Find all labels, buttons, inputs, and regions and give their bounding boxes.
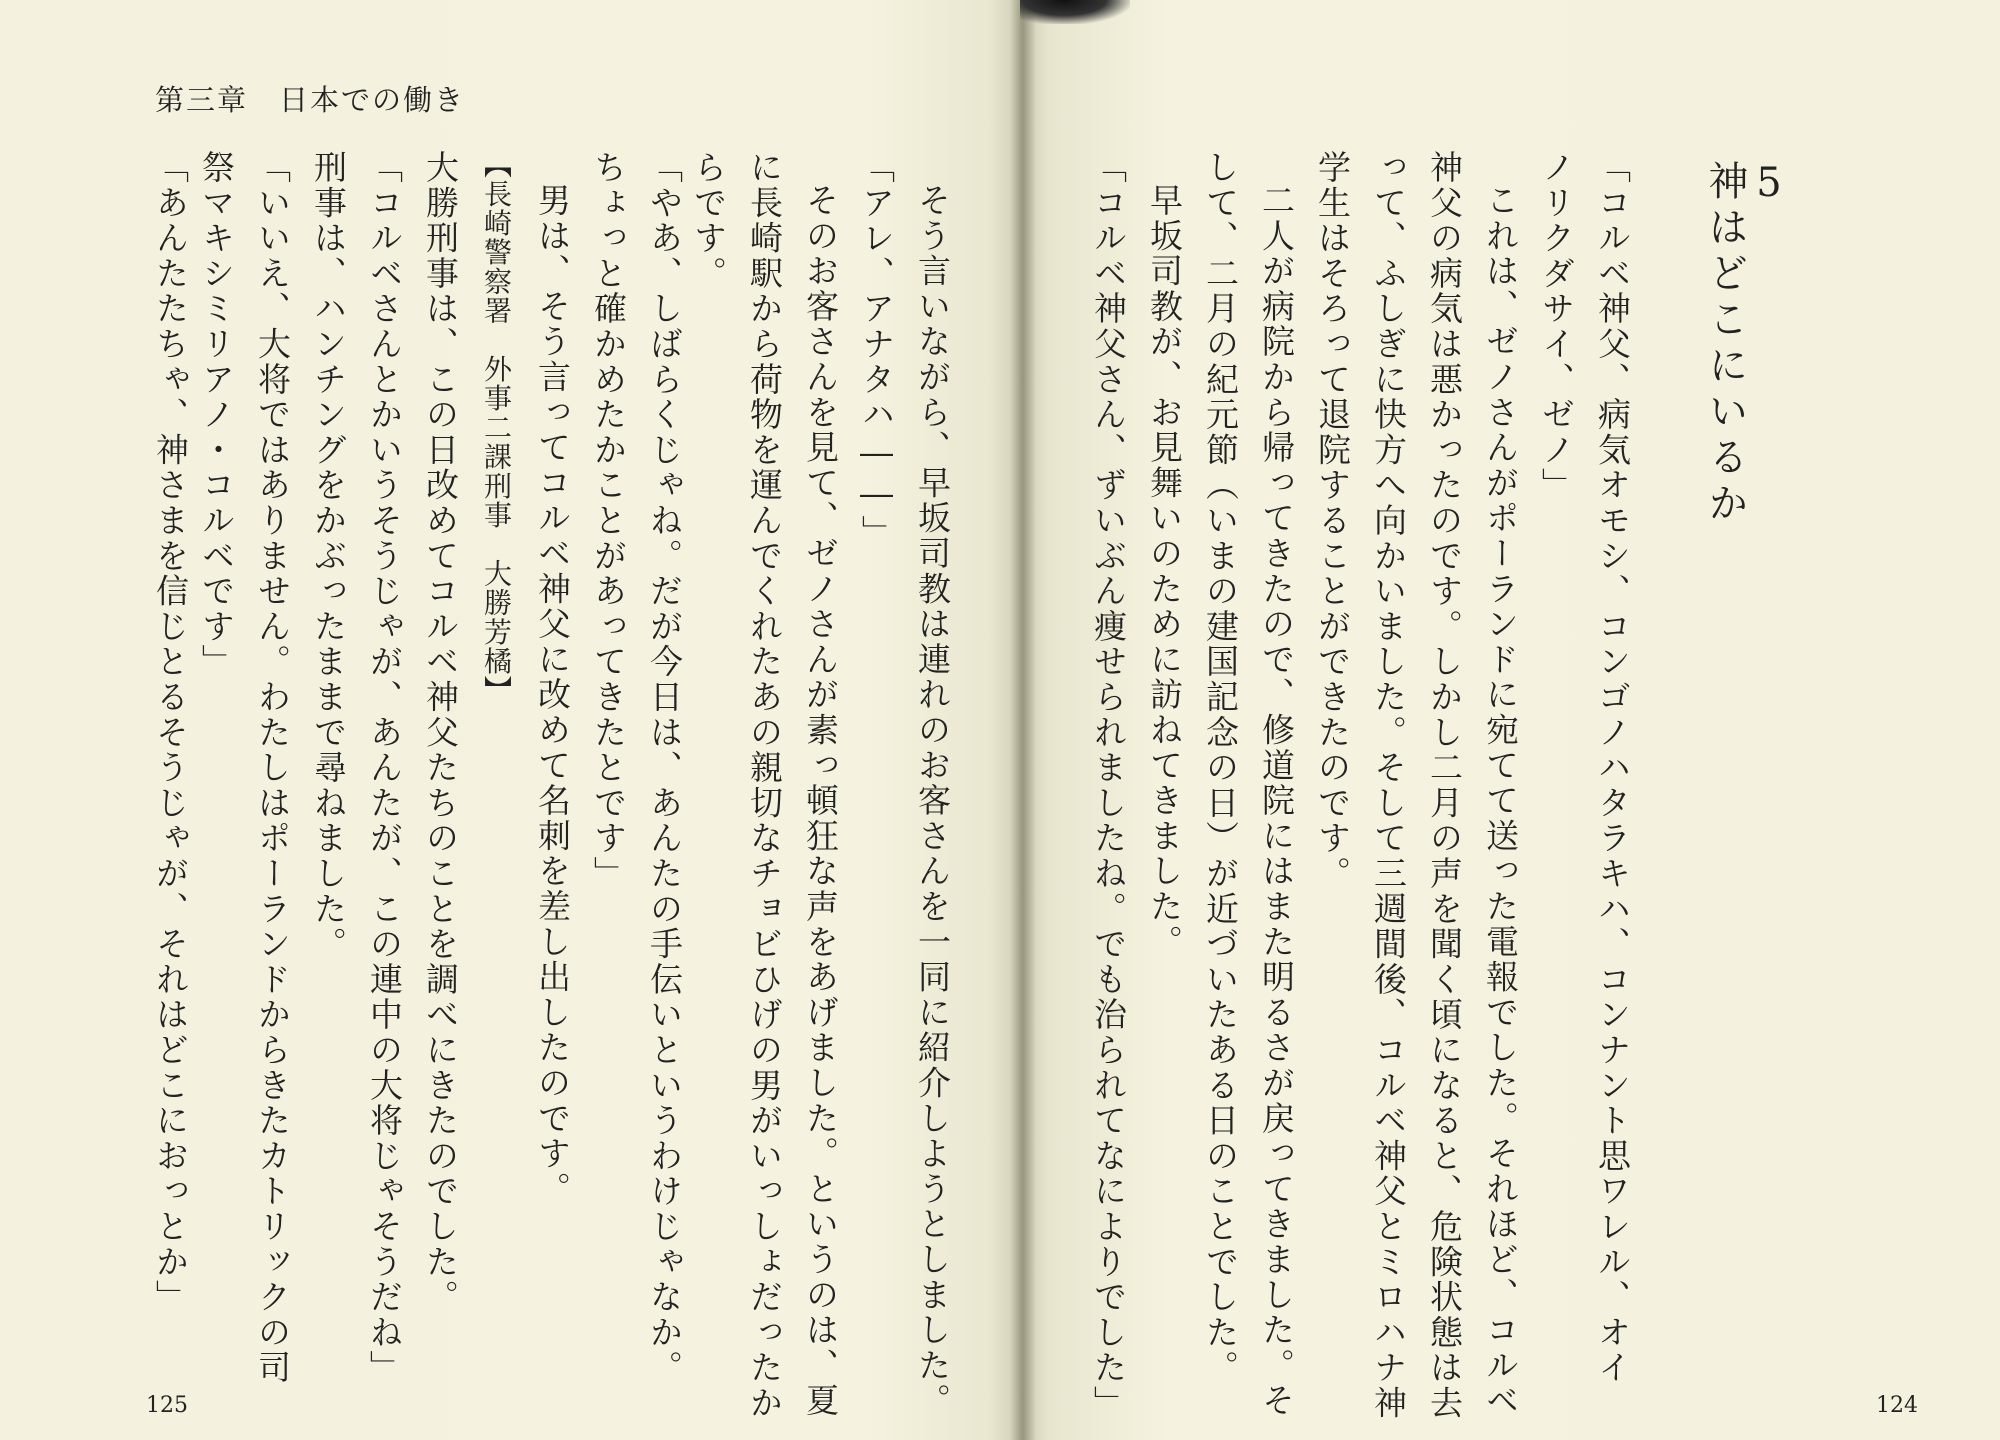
text-line: そのお客さんを見て、ゼノさんが素っ頓狂な声をあげました。というのは、夏 bbox=[801, 183, 840, 1419]
text-line: 【長崎警察署 外事二課刑事 大勝芳橘】 bbox=[480, 150, 513, 705]
text-line: 二人が病院から帰ってきたので、修道院にはまた明るさが戻ってきました。そ bbox=[1257, 183, 1296, 1419]
text-line: 学生はそろって退院することができたのです。 bbox=[1313, 150, 1352, 892]
text-line: 早坂司教が、お見舞いのために訪ねてきました。 bbox=[1145, 183, 1184, 960]
text-line: 「アレ、アナタハ――」 bbox=[857, 150, 896, 551]
right-page bbox=[1020, 0, 2000, 1440]
text-line: に長崎駅から荷物を運んでくれたあの親切なチョビひげの男がいっしょだったか bbox=[745, 150, 784, 1421]
text-line: 「コルベ神父、病気オモシ、コンゴノハタラキハ、コンナント思ワレル、オイ bbox=[1593, 150, 1632, 1386]
text-line: って、ふしぎに快方へ向かいました。そして三週間後、コルベ神父とミロハナ神 bbox=[1369, 150, 1408, 1421]
text-line: 「あんたたちゃ、神さまを信じとるそうじゃが、それはどこにおっとか」 bbox=[151, 150, 190, 1315]
text-line: ノリクダサイ、ゼノ」 bbox=[1537, 150, 1576, 503]
text-line: 「コルベ神父さん、ずいぶん痩せられましたね。でも治られてなによりでした」 bbox=[1089, 150, 1128, 1421]
text-line: 祭マキシミリアノ・コルベです」 bbox=[197, 150, 236, 680]
section-heading bbox=[1702, 160, 1792, 528]
section-number: 5 bbox=[1746, 160, 1792, 212]
text-line: して、二月の紀元節（いまの建国記念の日）が近づいたある日のことでした。 bbox=[1201, 150, 1240, 1386]
text-line: 大勝刑事は、この日改めてコルベ神父たちのことを調べにきたのでした。 bbox=[421, 150, 460, 1315]
text-line: ちょっと確かめたかことがあってきたとです」 bbox=[589, 150, 628, 892]
running-head: 第三章 日本での働き bbox=[155, 83, 466, 117]
text-line: 神父の病気は悪かったのです。しかし二月の声を聞く頃になると、危険状態は去 bbox=[1425, 150, 1464, 1421]
text-line: 「コルベさんとかいうそうじゃが、あんたが、この連中の大将じゃそうだね」 bbox=[365, 150, 404, 1386]
text-line: らです。 bbox=[689, 150, 728, 292]
section-title: 神はどこにいるか bbox=[1702, 160, 1748, 528]
text-line: そう言いながら、早坂司教は連れのお客さんを一同に紹介しようとしました。 bbox=[913, 183, 952, 1419]
page-number: 124 bbox=[1876, 1393, 1918, 1418]
binding-shadow bbox=[1020, 0, 1130, 24]
text-line: これは、ゼノさんがポーランドに宛てて送った電報でした。それほど、コルベ bbox=[1481, 183, 1520, 1419]
text-line: 「いいえ、大将ではありません。わたしはポーランドからきたカトリックの司 bbox=[253, 150, 292, 1386]
text-line: 「やあ、しばらくじゃね。だが今日は、あんたの手伝いというわけじゃなか。 bbox=[645, 150, 684, 1386]
gutter-shadow bbox=[1010, 0, 1036, 1440]
text-line: 男は、そう言ってコルベ神父に改めて名刺を差し出したのです。 bbox=[533, 183, 572, 1207]
text-line: 刑事は、ハンチングをかぶったままで尋ねました。 bbox=[309, 150, 348, 962]
page-number: 125 bbox=[146, 1393, 188, 1418]
